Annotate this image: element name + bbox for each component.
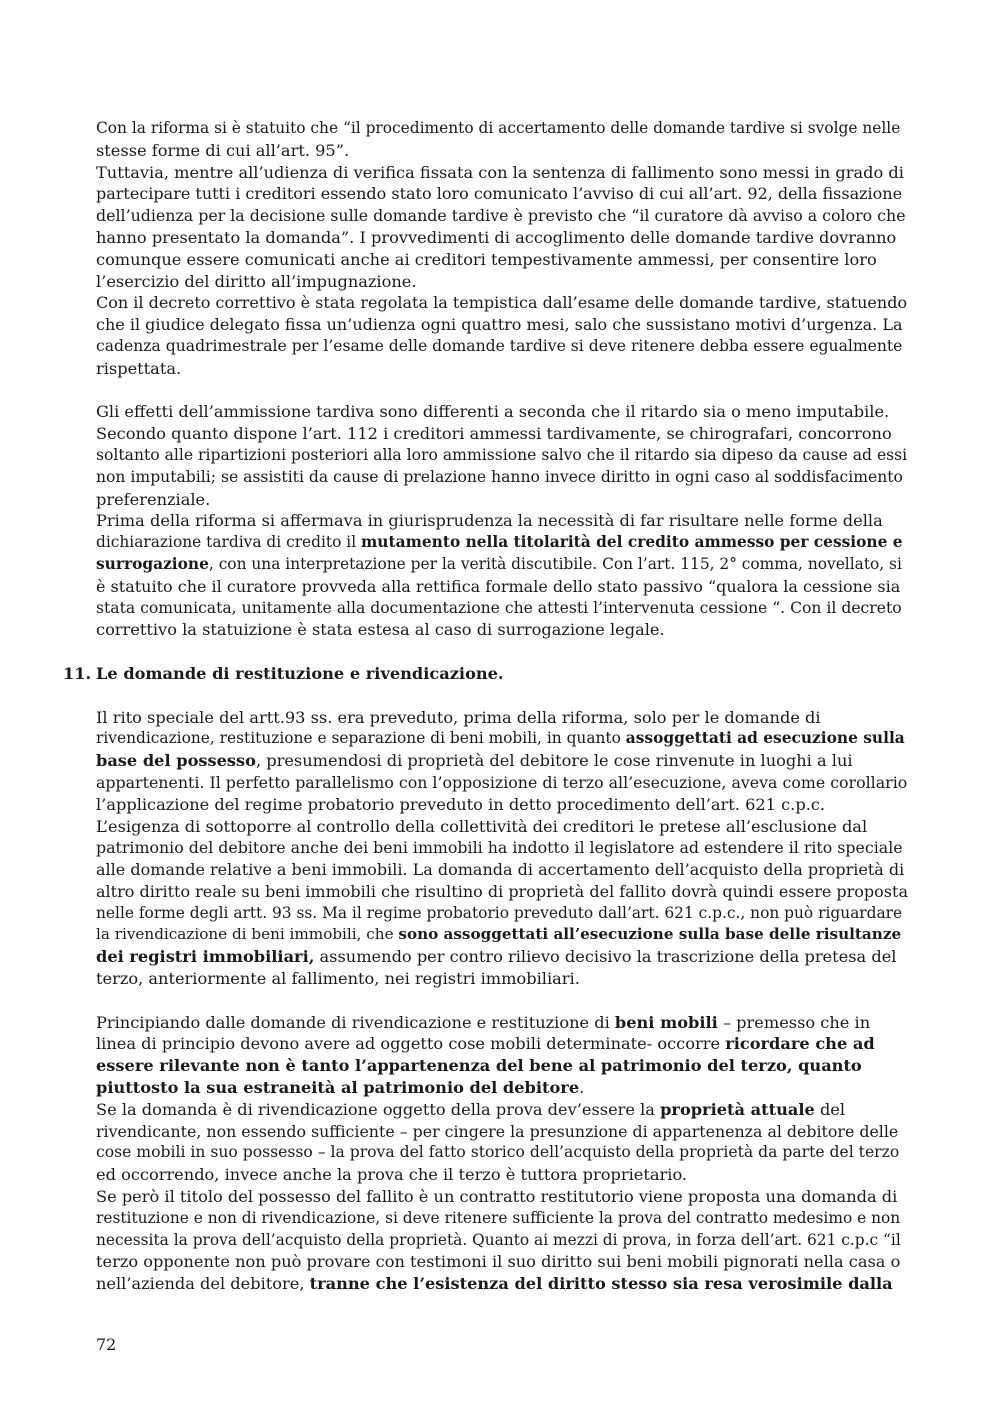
- text-line: partecipare tutti i creditori essendo stato loro comunicato l’avviso di cui all’art. 92, della fissazione: [96, 184, 903, 204]
- text-run: , presumendosi di proprietà del debitore le cose rinvenute in luoghi a lui: [255, 751, 853, 771]
- bold-text: tranne che l’esistenza del diritto stesso sia resa verosimile dalla: [309, 1274, 893, 1294]
- text-line: [96, 1099, 908, 1121]
- text-line: [96, 1077, 908, 1099]
- text-line: terzo opponente non può provare con testimoni il suo diritto sui beni mobili pignorati nella casa o: [96, 1252, 901, 1272]
- text-line: Secondo quanto dispone l’art. 112 i creditori ammessi tardivamente, se chirografari, concorrono: [96, 424, 892, 444]
- text-line: [96, 532, 908, 554]
- text-line: [96, 728, 908, 750]
- text-line: [96, 554, 908, 576]
- text-line: Il rito speciale del artt.93 ss. era preveduto, prima della riforma, solo per le domande di: [96, 707, 821, 727]
- bold-text: proprietà attuale: [660, 1099, 815, 1119]
- text-line: appartenenti. Il perfetto parallelismo con l’opposizione di terzo all’esecuzione, aveva come corollario: [96, 772, 908, 792]
- text-run: .: [579, 1078, 585, 1098]
- text-line: rivendicante, non essendo sufficiente – per cingere la presunzione di appartenenza al debitore delle: [96, 1121, 899, 1141]
- text-line: [96, 946, 908, 968]
- paragraph-beni-mobili: [96, 1012, 908, 1099]
- text-run: Se la domanda è di rivendicazione oggetto della prova dev’essere la: [96, 1099, 661, 1119]
- text-line: alle domande relative a beni immobili. La domanda di accertamento dell’acquisto della proprietà di: [96, 860, 905, 880]
- bold-text: base del possesso: [96, 751, 256, 771]
- bold-text: beni mobili: [614, 1012, 718, 1032]
- text-line: l’applicazione del regime probatorio preveduto in detto procedimento dell’art. 621 c.p.c.: [96, 794, 826, 814]
- text-run: Principiando dalle domande di rivendicazione e restituzione di: [96, 1012, 615, 1032]
- text-line: [96, 1273, 908, 1295]
- text-line: [96, 1012, 908, 1034]
- text-line: preferenziale.: [96, 489, 211, 509]
- text-line: ed occorrendo, invece anche la prova che il terzo è tuttora proprietario.: [96, 1165, 688, 1185]
- text-line: Prima della riforma si affermava in giurisprudenza la necessità di far risultare nelle forme della: [96, 511, 883, 531]
- paragraph-effetti-ammissione: [96, 401, 908, 510]
- text-line: terzo, anteriormente al fallimento, nei registri immobiliari.: [96, 969, 580, 989]
- text-line: stesse forme di cui all’art. 95”.: [96, 140, 350, 160]
- text-run: nell’azienda del debitore,: [96, 1274, 310, 1294]
- text-line: [96, 1033, 908, 1055]
- text-line: altro diritto reale su beni immobili che risultino di proprietà del fallito dovrà quindi essere proposta: [96, 881, 908, 901]
- text-line: soltanto alle ripartizioni posteriori alla loro ammissione salvo che il ritardo sia dipeso da cause ad essi: [96, 445, 908, 464]
- paragraph-spacer: [96, 380, 908, 402]
- text-line: stata comunicata, unitamente alla documentazione che attesti l’intervenuta cessione “. Con il decreto: [96, 598, 902, 617]
- text-line: rispettata.: [96, 358, 182, 378]
- paragraph-spacer: [96, 685, 908, 707]
- bold-text: piuttosto la sua estraneità al patrimonio del debitore: [96, 1078, 580, 1098]
- paragraph-decreto-correttivo: [96, 292, 908, 379]
- text-line: necessita la prova dell’acquisto della proprietà. Quanto ai mezzi di prova, in forza dell’art. 621 c.p.c “il: [96, 1230, 901, 1249]
- text-line: [96, 750, 908, 772]
- text-line: dell’udienza per la decisione sulle domande tardive è previsto che “il curatore dà avviso a coloro che: [96, 206, 906, 226]
- text-line: nelle forme degli artt. 93 ss. Ma il regime probatorio preveduto dall’art. 621 c.p.c., non può riguardare: [96, 903, 903, 922]
- text-run: del: [814, 1099, 846, 1119]
- bold-text: assoggettati ad esecuzione sulla: [625, 729, 905, 748]
- text-line: l’esercizio del diritto all’impugnazione.: [96, 271, 417, 291]
- bold-text: dei registri immobiliari,: [96, 947, 315, 967]
- text-run: , con una interpretazione per la verità discutibile. Con l’art. 115, 2° comma, novellato, si: [208, 554, 902, 573]
- text-line: [96, 1055, 908, 1077]
- bold-text: essere rilevante non è tanto l’appartenenza del bene al patrimonio del terzo, quanto: [96, 1056, 862, 1076]
- section-heading: [63, 663, 908, 685]
- text-line: è statuito che il curatore provveda alla rettifica formale dello stato passivo “qualora la cessione sia: [96, 576, 901, 596]
- text-run: rivendicazione, restituzione e separazione di beni mobili, in quanto: [96, 729, 626, 748]
- section-title: Le domande di restituzione e rivendicazione.: [96, 663, 504, 683]
- paragraph-riforma: [96, 118, 908, 162]
- page-body: [63, 118, 908, 1295]
- paragraph-rito-speciale: [96, 707, 908, 816]
- text-line: Gli effetti dell’ammissione tardiva sono differenti a seconda che il ritardo sia o meno imputabile.: [96, 402, 890, 422]
- text-run: – premesso che in: [717, 1012, 871, 1032]
- text-line: hanno presentato la domanda”. I provvedimenti di accoglimento delle domande tardive dovranno: [96, 227, 897, 247]
- paragraph-spacer: [96, 990, 908, 1012]
- text-line: correttivo la statuizione è stata estesa al caso di surrogazione legale.: [96, 620, 665, 640]
- text-line: Con il decreto correttivo è stata regolata la tempistica dall’esame delle domande tardive, statuendo: [96, 293, 908, 313]
- text-line: cose mobili in suo possesso – la prova del fatto storico dell’acquisto della proprietà da parte del terzo: [96, 1143, 900, 1162]
- text-line: che il giudice delegato fissa un’udienza ogni quattro mesi, salo che sussistano motivi d’urgenza. La: [96, 315, 903, 335]
- bold-text: surrogazione: [96, 554, 209, 573]
- paragraph-prima-della-riforma: [96, 510, 908, 641]
- text-line: comunque essere comunicati anche ai creditori tempestivamente ammessi, per consentire loro: [96, 249, 877, 269]
- text-line: patrimonio del debitore anche dei beni immobili ha indotto il legislatore ad estendere il rito speciale: [96, 838, 903, 858]
- text-line: restituzione e non di rivendicazione, si deve ritenere sufficiente la prova del contratto medesimo e non: [96, 1208, 901, 1227]
- text-line: Tuttavia, mentre all’udienza di verifica fissata con la sentenza di fallimento sono messi in grado di: [96, 162, 904, 182]
- text-run: la rivendicazione di beni immobili, che: [96, 925, 399, 944]
- section-number: 11.: [63, 663, 92, 683]
- text-line: non imputabili; se assistiti da cause di prelazione hanno invece diritto in ogni caso al soddisfacimento: [96, 467, 903, 486]
- paragraph-esigenza: [96, 816, 908, 990]
- text-line: cadenza quadrimestrale per l’esame delle domande tardive si deve ritenere debba essere egualmente: [96, 336, 903, 355]
- paragraph-spacer: [96, 641, 908, 663]
- text-line: L’esigenza di sottoporre al controllo della collettività dei creditori le pretese all’esclusione dal: [96, 816, 868, 836]
- text-run: dichiarazione tardiva di credito il: [96, 533, 362, 552]
- page-number: 72: [96, 1335, 117, 1354]
- bold-text: ricordare che ad: [725, 1034, 875, 1054]
- bold-text: sono assoggettati all’esecuzione sulla base delle risultanze: [398, 925, 902, 944]
- paragraph-tuttavia: [96, 162, 908, 293]
- text-run: assumendo per contro rilievo decisivo la trascrizione della pretesa del: [314, 947, 897, 967]
- bold-text: mutamento nella titolarità del credito ammesso per cessione e: [361, 533, 903, 552]
- text-line: [96, 924, 908, 946]
- text-line: Se però il titolo del possesso del fallito è un contratto restitutorio viene proposta una domanda di: [96, 1187, 898, 1207]
- text-run: linea di principio devono avere ad oggetto cose mobili determinate- occorre: [96, 1034, 726, 1054]
- paragraph-rivendicazione: [96, 1099, 908, 1186]
- paragraph-contratto-restitutorio: [96, 1186, 908, 1295]
- text-line: Con la riforma si è statuito che “il procedimento di accertamento delle domande tardive si svolge nelle: [96, 119, 901, 137]
